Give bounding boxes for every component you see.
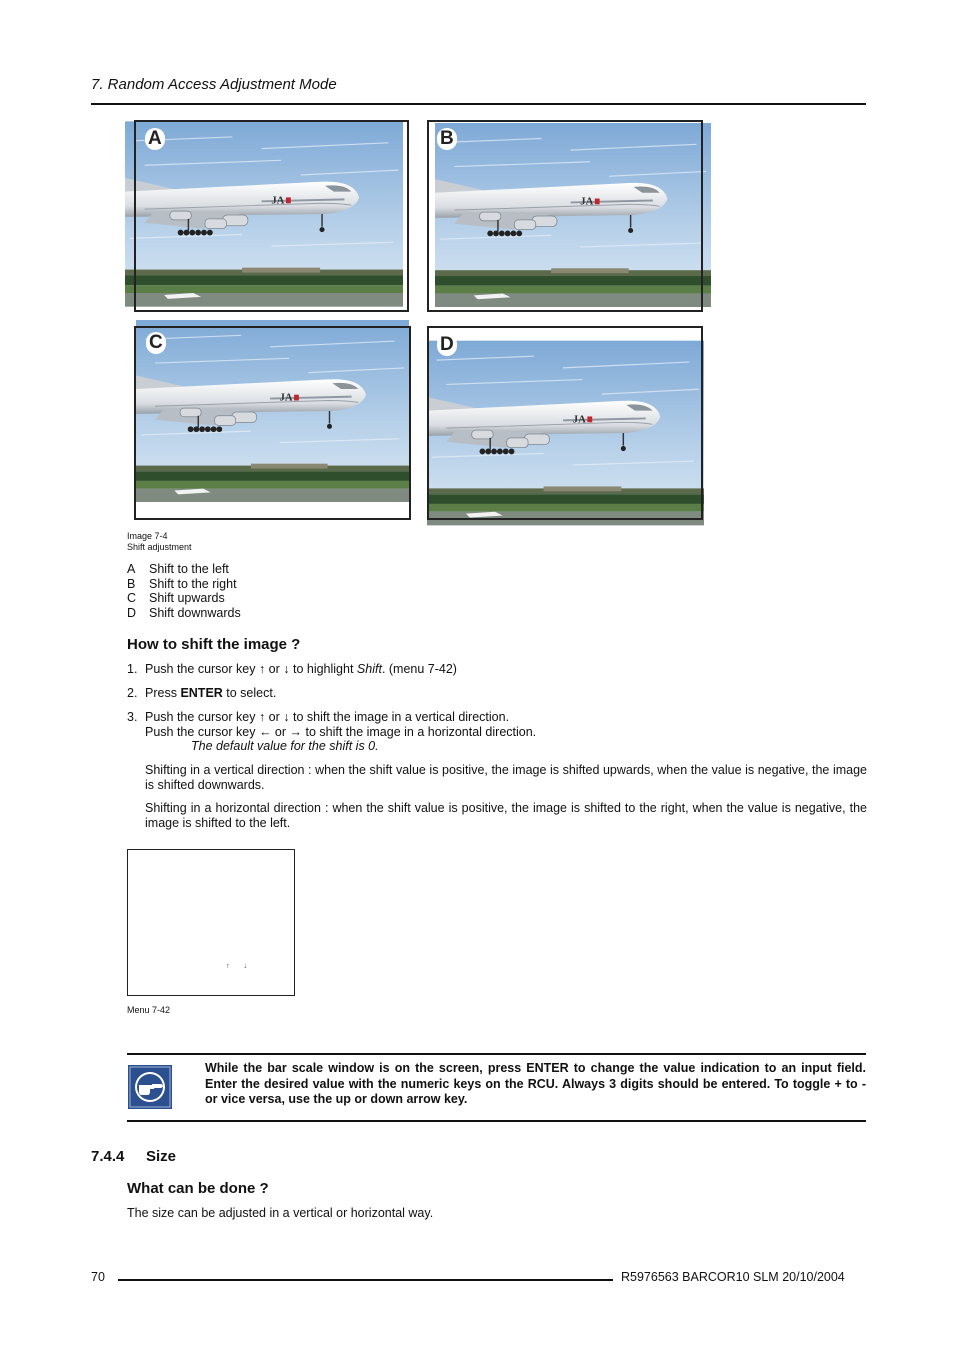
menu-7-42-image	[127, 849, 295, 996]
legend-item: C Shift upwards	[127, 591, 225, 606]
footer-rule	[118, 1279, 613, 1281]
header-rule	[91, 103, 866, 105]
howto-steps	[127, 662, 867, 830]
howto-heading: How to shift the image ?	[127, 636, 301, 653]
figure-legend	[127, 562, 241, 620]
airplane-image-C	[134, 320, 411, 520]
figure-title: Shift adjustment	[127, 542, 192, 552]
legend-item: D Shift downwards	[127, 605, 241, 620]
menu-arrows	[226, 963, 261, 970]
arrow-down-icon: ↓	[243, 963, 261, 970]
default-value-note: The default value for the shift is 0.	[191, 739, 379, 754]
section-subheading: What can be done ?	[127, 1180, 269, 1197]
section-name: Size	[146, 1148, 177, 1165]
panel-label: D	[437, 334, 457, 356]
note-top-rule	[127, 1053, 866, 1055]
step-2: 2. Press ENTER to select.	[127, 686, 277, 701]
horizontal-shift-paragraph: Shifting in a horizontal direction : when the shift value is positive, the image is shifted to the right, when the value is negative, the image is shifted to the left.	[145, 801, 867, 830]
airplane-image-B	[427, 120, 711, 312]
arrow-up-icon: ↑	[226, 963, 244, 970]
panel-D	[427, 326, 704, 528]
airplane-image-A	[125, 120, 411, 312]
legend-item: A Shift to the left	[127, 562, 229, 576]
legend-item: B Shift to the right	[127, 576, 237, 591]
page-number: 70	[91, 1270, 105, 1284]
chapter-title: 7. Random Access Adjustment Mode	[91, 76, 337, 93]
document-reference: R5976563 BARCOR10 SLM 20/10/2004	[621, 1270, 845, 1284]
figure-caption	[127, 531, 192, 553]
panel-label: B	[437, 128, 457, 150]
panel-label: A	[145, 128, 165, 150]
section-body: The size can be adjusted in a vertical or horizontal way.	[127, 1206, 434, 1220]
airplane-image-D	[427, 326, 704, 528]
panel-C	[134, 320, 411, 520]
section-title	[91, 1148, 176, 1165]
panel-label: C	[146, 332, 166, 354]
step-1: 1. Push the cursor key ↑ or ↓ to highlight Shift. (menu 7-42)	[127, 662, 457, 676]
figure-number: Image 7-4	[127, 531, 168, 541]
vertical-shift-paragraph: Shifting in a vertical direction : when the shift value is positive, the image is shifted upwards, when the value is negative, the image is shifted downwards.	[145, 762, 867, 792]
panel-A	[125, 120, 411, 312]
section-number: 7.4.4	[91, 1148, 125, 1165]
panel-B	[427, 120, 711, 312]
pointing-hand-icon	[128, 1065, 172, 1109]
step-3: 3. Push the cursor key ↑ or ↓ to shift the image in a vertical direction. Push the cursor key ← or → to shift the image in a horizontal direction. The default value for the shift is 0.	[127, 710, 537, 754]
note-bottom-rule	[127, 1120, 866, 1122]
menu-caption: Menu 7-42	[127, 1005, 171, 1015]
note-text: While the bar scale window is on the screen, press ENTER to change the value indication to an input field. Enter the desired value with the numeric keys on the RCU. Always 3 digits should be entered. To toggle + to - or vice versa, use the up or down arrow key.	[205, 1061, 866, 1106]
